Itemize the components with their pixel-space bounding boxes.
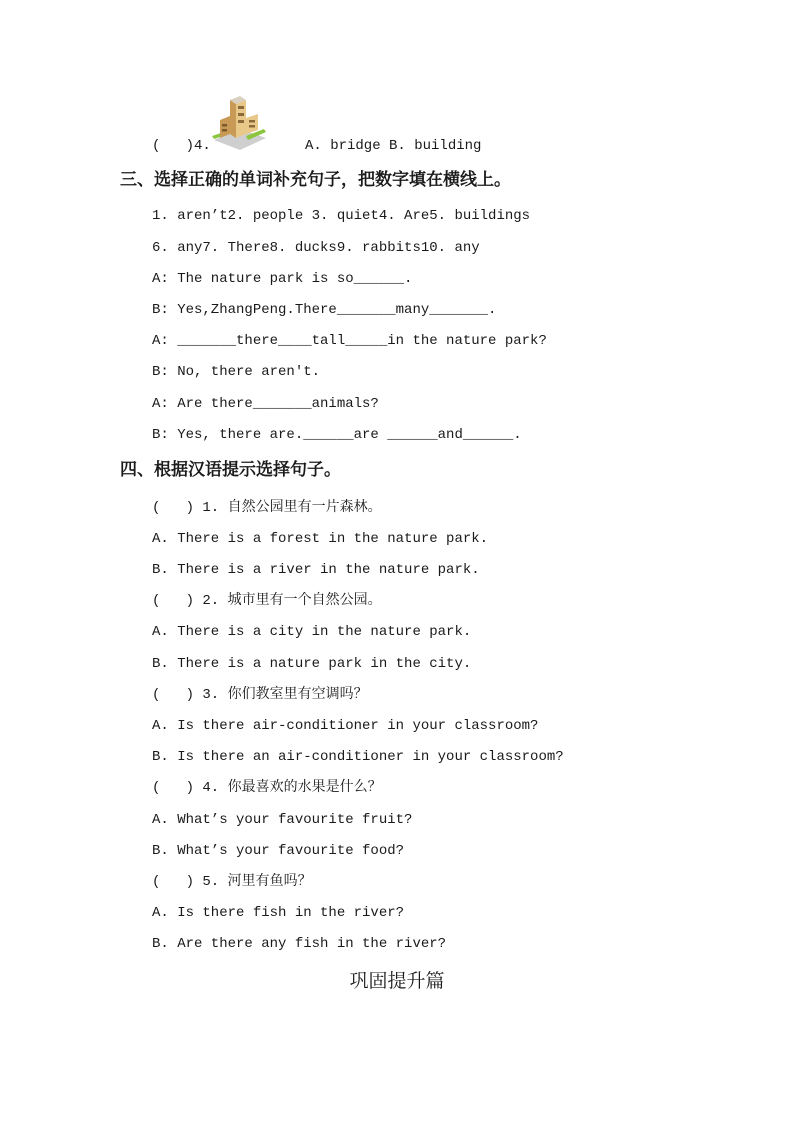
dialogue-line: B: No, there aren't. [152,364,321,380]
building-icon [210,96,268,152]
question-prompt: ( ) 2. 城市里有一个自然公园。 [152,593,382,609]
answer-option: A. There is a forest in the nature park. [152,531,489,547]
question-prompt: ( ) 5. 河里有鱼吗？ [152,874,312,890]
answer-option: B. What’s your favourite food? [152,843,405,859]
question-prompt: ( ) 1. 自然公园里有一片森林。 [152,500,382,516]
question-4-options: A. bridge B. building [305,138,482,154]
dialogue-line: A: Are there_______animals? [152,396,379,412]
question-4-number: ( )4. [152,138,211,154]
dialogue-line: B: Yes, there are.______are ______and______. [152,427,522,443]
answer-option: B. Is there an air-conditioner in your classroom? [152,749,564,765]
dialogue-line: B: Yes,ZhangPeng.There_______many_______. [152,302,497,318]
dialogue-line: A: _______there____tall_____in the nature park? [152,333,547,349]
answer-option: A. Is there fish in the river? [152,905,405,921]
answer-option: A. Is there air-conditioner in your classroom? [152,718,539,734]
answer-option: A. There is a city in the nature park. [152,624,472,640]
section-4-heading: 四、根据汉语提示选择句子。 [120,460,341,480]
question-prompt: ( ) 4. 你最喜欢的水果是什么？ [152,780,382,796]
section-3-heading: 三、选择正确的单词补充句子，把数字填在横线上。 [120,170,511,190]
answer-option: B. There is a nature park in the city. [152,656,472,672]
dialogue-line: A: The nature park is so______. [152,271,413,287]
answer-option: A. What’s your favourite fruit? [152,812,413,828]
question-prompt: ( ) 3. 你们教室里有空调吗？ [152,687,368,703]
section-title: 巩固提升篇 [349,970,445,992]
word-bank-line-1: 1. aren’t2. people 3. quiet4. Are5. buildings [152,208,531,224]
word-bank-line-2: 6. any7. There8. ducks9. rabbits10. any [152,240,480,256]
answer-option: B. There is a river in the nature park. [152,562,480,578]
answer-option: B. Are there any fish in the river? [152,936,447,952]
